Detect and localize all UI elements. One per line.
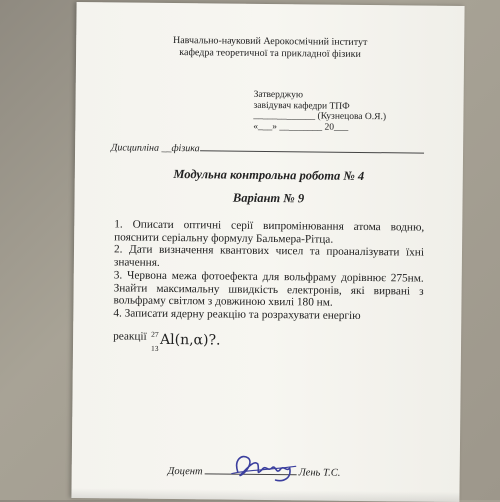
approval-block — [253, 90, 386, 133]
institute-name: Навчально-науковий Аерокосмічний інститут — [172, 34, 368, 49]
nuclear-reaction-formula — [150, 329, 221, 353]
atomic-number: 13 — [150, 343, 159, 353]
exam-sheet — [71, 2, 464, 502]
reaction-trail: . — [215, 332, 221, 349]
approval-line-1: Затверджую — [253, 89, 304, 101]
signer-name: Лень Т.С. — [298, 467, 341, 479]
mass-number: 27 — [151, 329, 159, 339]
discipline-label: Дисципліна — [111, 142, 160, 154]
discipline-value: фізика — [171, 142, 200, 155]
institution-header — [76, 34, 464, 62]
approval-line-2: завідувач кафедри ТПФ — [253, 100, 350, 112]
department-name: кафедра теоретичної та прикладної фізики — [179, 47, 361, 60]
task-4: 4. Записати ядерну реакцію та розрахувати енергію — [113, 307, 361, 322]
reaction-expression: Al(n,α)? — [159, 331, 217, 349]
task-2: 2. Дати визначення квантових чисел та проаналізувати їхні значення. — [113, 243, 425, 269]
task-list — [113, 218, 425, 353]
approval-line-4: «___» _________ 20___ — [253, 121, 349, 133]
reaction-word: реакції — [113, 330, 147, 343]
variant-title: Варіант № 9 — [232, 190, 305, 206]
task-3: 3. Червона межа фотоефекта для вольфраму дорівнює 275нм. Знайти максимальну швидкість електронів, які вирвані з вольфраму світлом з довжиною хвилі 180 нм. — [113, 269, 424, 309]
discipline-line: Дисципліна __фізика — [111, 140, 424, 156]
approval-line-3: _____________ (Кузнецова О.Я.) — [253, 110, 387, 123]
discipline-underline — [200, 141, 424, 153]
handwritten-signature — [228, 450, 300, 485]
reaction-line — [113, 322, 423, 353]
signer-role: Доцент — [167, 465, 203, 478]
exam-title: Модульна контрольна робота № 4 — [173, 167, 365, 184]
task-1: 1. Описати оптичні серії випромінювання атома водню, пояснити серіальну формулу Бальмера-Рітца. — [114, 218, 425, 246]
